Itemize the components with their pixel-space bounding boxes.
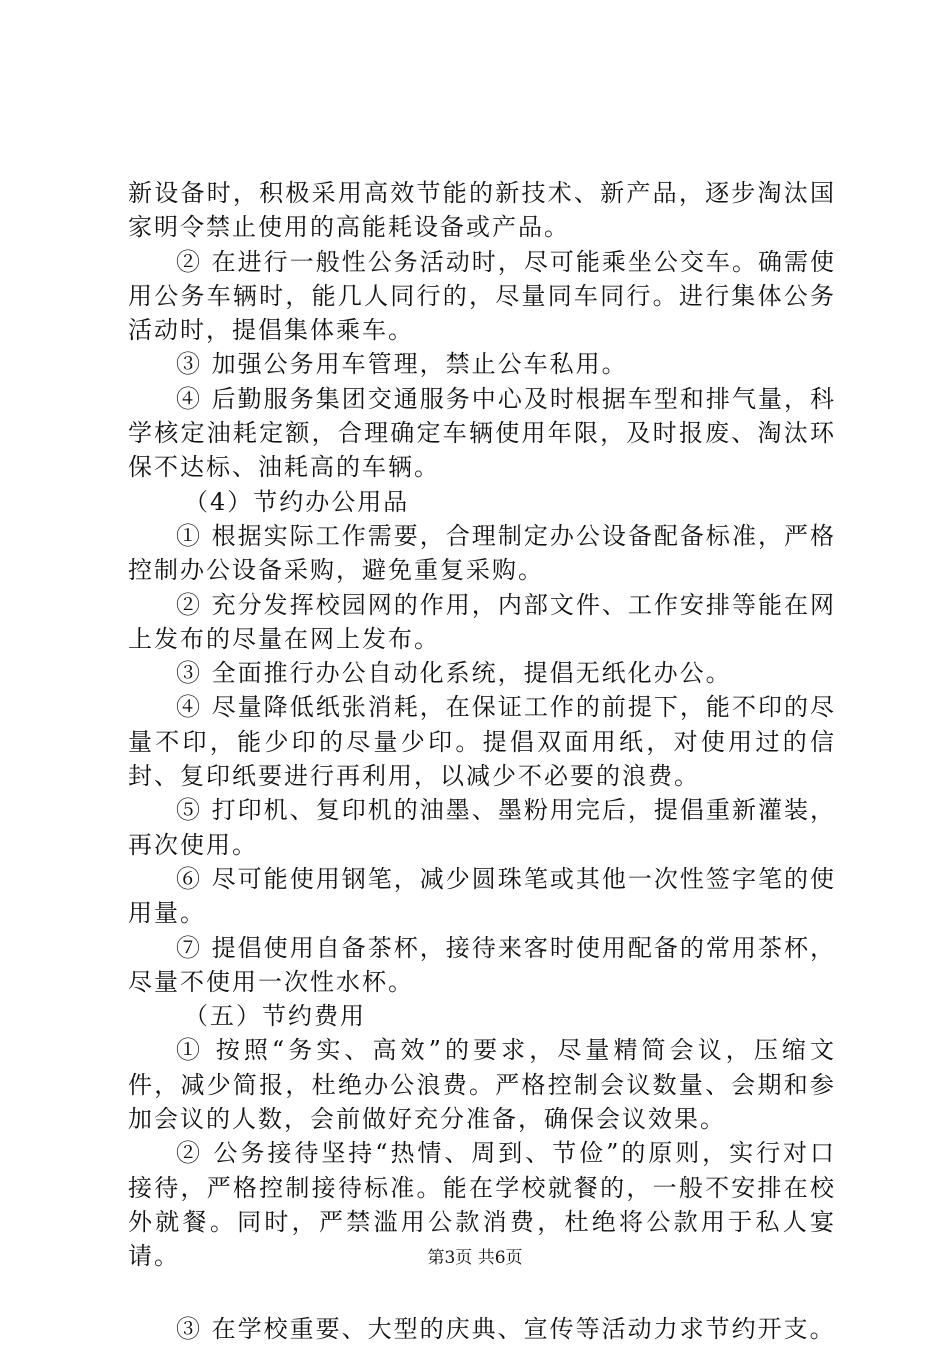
page-footer: 第3页 共6页 (427, 1248, 523, 1268)
paragraph-item: ② 公务接待坚持“热情、周到、节俭”的原则，实行对口接待，严格控制接待标准。能在学校就餐的，一般不安排在校外就餐。同时，严禁滥用公款消费，杜绝将公款用于私人宴请。 (128, 1139, 836, 1271)
paragraph-item: ③ 加强公务用车管理，禁止公车私用。 (176, 350, 628, 379)
paragraph-continuation: 新设备时，积极采用高效节能的新技术、新产品，逐步淘汰国家明令禁止使用的高能耗设备或产品。 (128, 179, 836, 242)
paragraph-item: ① 按照“务实、高效”的要求，尽量精简会议，压缩文件，减少简报，杜绝办公浪费。严格控制会议数量、会期和参加会议的人数，会前做好充分准备，确保会议效果。 (128, 1036, 836, 1134)
paragraph-item: ② 在进行一般性公务活动时，尽可能乘坐公交车。确需使用公务车辆时，能几人同行的，尽量同车同行。进行集体公务活动时，提倡集体乘车。 (128, 247, 836, 345)
paragraph-item: ⑥ 尽可能使用钢笔，减少圆珠笔或其他一次性签字笔的使用量。 (128, 864, 836, 928)
paragraph-item: ③ 在学校重要、大型的庆典、宣传等活动力求节约开支。 (176, 1314, 836, 1343)
section-heading: （五）节约费用 (184, 1002, 366, 1031)
paragraph-item: ⑤ 打印机、复印机的油墨、墨粉用完后，提倡重新灌装，再次使用。 (128, 796, 836, 859)
paragraph-item: ③ 全面推行办公自动化系统，提倡无纸化办公。 (176, 659, 732, 688)
paragraph-item: ① 根据实际工作需要，合理制定办公设备配备标准，严格控制办公设备采购，避免重复采购。 (128, 521, 836, 585)
section-heading: （4）节约办公用品 (184, 487, 410, 516)
paragraph-item: ④ 尽量降低纸张消耗，在保证工作的前提下，能不印的尽量不印，能少印的尽量少印。提倡双面用纸，对使用过的信封、复印纸要进行再利用，以减少不必要的浪费。 (128, 693, 836, 791)
body-text (128, 176, 836, 1346)
paragraph-item: ④ 后勤服务集团交通服务中心及时根据车型和排气量，科学核定油耗定额，合理确定车辆使用年限，及时报废、淘汰环保不达标、油耗高的车辆。 (128, 384, 836, 482)
paragraph-item: ⑦ 提倡使用自备茶杯，接待来客时使用配备的常用茶杯，尽量不使用一次性水杯。 (128, 933, 836, 996)
paragraph-item: ② 充分发挥校园网的作用，内部文件、工作安排等能在网上发布的尽量在网上发布。 (128, 590, 836, 653)
